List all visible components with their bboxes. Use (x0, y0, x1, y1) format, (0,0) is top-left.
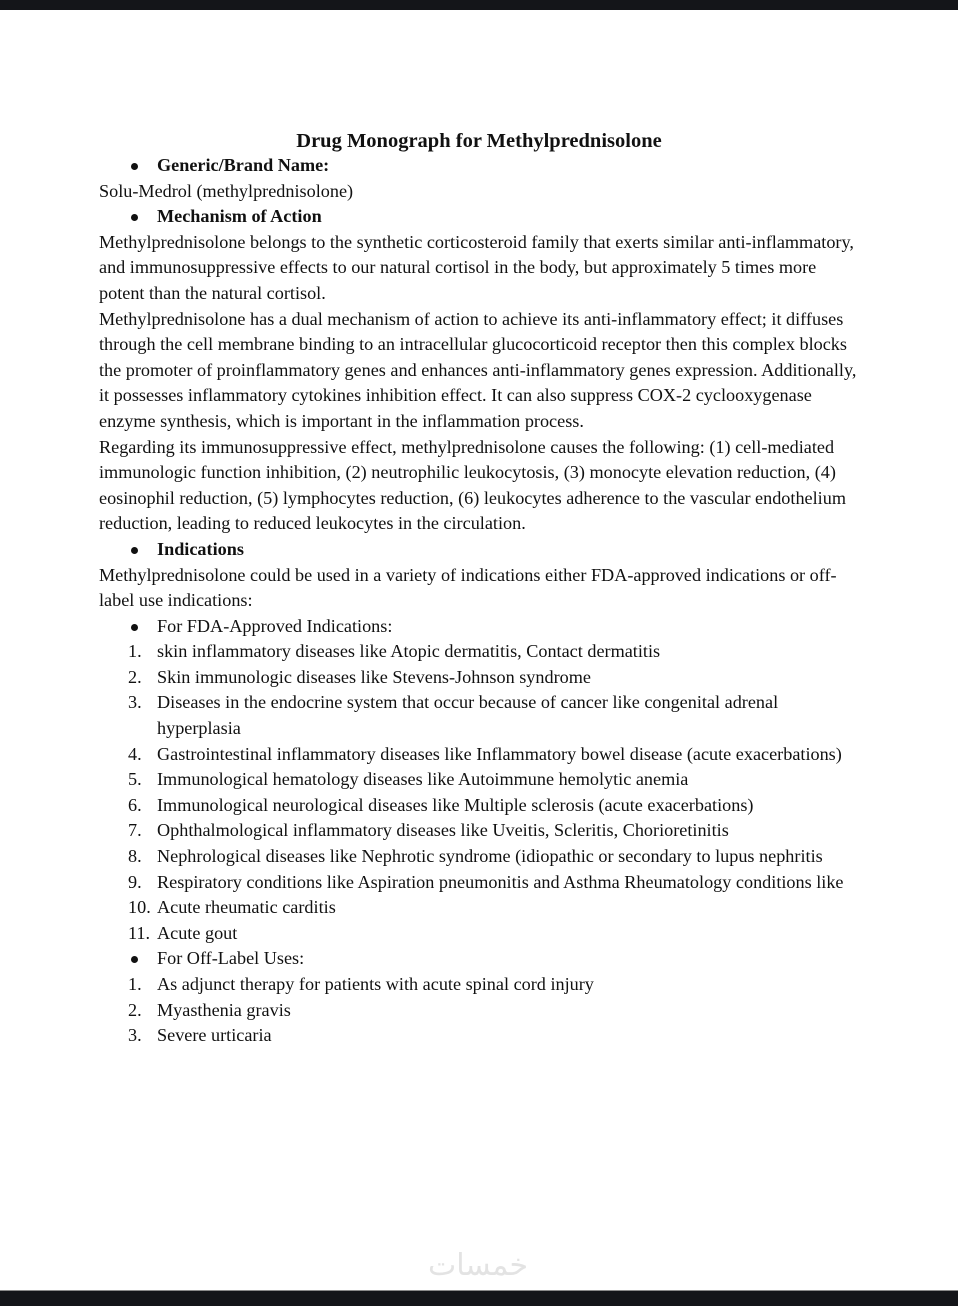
list-item-text: Acute rheumatic carditis (157, 897, 336, 918)
section-heading-mechanism: Mechanism of Action (99, 204, 859, 230)
list-item-number: 2. (128, 666, 142, 687)
list-item-text: Nephrological diseases like Nephrotic syndrome (idiopathic or secondary to lupus nephritis (157, 846, 823, 867)
list-item-text: Ophthalmological inflammatory diseases like Uveitis, Scleritis, Chorioretinitis (157, 820, 729, 841)
top-frame-bar (0, 0, 958, 10)
indications-intro: Methylprednisolone could be used in a variety of indications either FDA-approved indications or off-label use indications: (99, 564, 837, 611)
list-item-text: Acute gout (157, 922, 238, 943)
mechanism-paragraph-3: Regarding its immunosuppressive effect, methylprednisolone causes the following: (1) cell-mediated immunologic function inhibition, (2) neutrophilic leukocytosis, (3) monocyte elevation reduction, (4) eosinophil reduction, (5) lymphocytes reduction, (6) leukocytes adherence to the vascular endothelium reduction, leading to reduced leukocytes in the circulation. (99, 436, 846, 534)
list-item (99, 767, 859, 793)
list-item-text: Immunological neurological diseases like Multiple sclerosis (acute exacerbations) (157, 794, 754, 815)
list-item-number: 3. (128, 1025, 142, 1046)
fda-indications-label: For FDA-Approved Indications: (99, 614, 859, 640)
document-title: Drug Monograph for Methylprednisolone (296, 130, 662, 152)
off-label-uses-list (99, 972, 859, 1049)
list-item (99, 690, 859, 741)
list-item-number: 4. (128, 743, 142, 764)
list-item-text: As adjunct therapy for patients with acute spinal cord injury (157, 974, 594, 994)
generic-brand-text: Solu-Medrol (methylprednisolone) (99, 180, 354, 201)
list-item-number: 1. (128, 641, 142, 662)
list-item (99, 972, 859, 998)
mechanism-paragraph-1: Methylprednisolone belongs to the synthetic corticosteroid family that exerts similar anti-inflammatory, and immunosuppressive effects to our natural cortisol in the body, but approximately 5 times more potent than the natural cortisol. (99, 231, 854, 303)
list-item-number: 2. (128, 999, 142, 1020)
list-item-number: 9. (128, 871, 142, 892)
bottom-frame-bar (0, 1290, 958, 1306)
list-item-number: 1. (128, 974, 142, 994)
fda-indications-list (99, 639, 859, 946)
list-item-number: 10. (128, 897, 151, 918)
list-item (99, 870, 859, 896)
list-item-number: 7. (128, 820, 142, 841)
list-item (99, 921, 859, 947)
section-heading-indications: Indications (99, 537, 859, 563)
watermark-logo: خمسات (427, 1248, 529, 1283)
off-label-uses-label: For Off-Label Uses: (99, 946, 859, 972)
list-item-text: Respiratory conditions like Aspiration pneumonitis and Asthma Rheumatology conditions like (157, 871, 844, 892)
list-item (99, 895, 859, 921)
list-item-text: Immunological hematology diseases like Autoimmune hemolytic anemia (157, 769, 689, 790)
list-item (99, 998, 859, 1024)
list-item (99, 818, 859, 844)
list-item-number: 5. (128, 769, 142, 790)
list-item (99, 742, 859, 768)
mechanism-paragraph-2: Methylprednisolone has a dual mechanism of action to achieve its anti-inflammatory effect; it diffuses through the cell membrane binding to an intracellular glucocorticoid receptor then this complex blocks the promoter of proinflammatory genes and enhances anti-inflammatory genes expression. Additionally, it possesses inflammatory cytokines inhibition effect. It can also suppress COX-2 cyclooxygenase enzyme synthesis, which is important in the inflammation process. (99, 308, 857, 431)
document-page (99, 127, 859, 1049)
list-item-text: Myasthenia gravis (157, 999, 291, 1020)
list-item (99, 844, 859, 870)
list-item-text: Gastrointestinal inflammatory diseases like Inflammatory bowel disease (acute exacerbations) (157, 743, 842, 764)
list-item-number: 3. (128, 692, 142, 713)
list-item (99, 665, 859, 691)
list-item-text: skin inflammatory diseases like Atopic dermatitis, Contact dermatitis (157, 641, 661, 662)
list-item (99, 793, 859, 819)
list-item-number: 8. (128, 846, 142, 867)
list-item (99, 1023, 859, 1049)
list-item-text: Diseases in the endocrine system that occur because of cancer like congenital adrenal hyperplasia (157, 692, 779, 739)
list-item-number: 11. (128, 922, 151, 943)
list-item (99, 639, 859, 665)
list-item-text: Skin immunologic diseases like Stevens-Johnson syndrome (157, 666, 591, 687)
list-item-number: 6. (128, 794, 142, 815)
list-item-text: Severe urticaria (157, 1025, 272, 1046)
section-heading-generic-brand: Generic/Brand Name: (99, 153, 859, 179)
